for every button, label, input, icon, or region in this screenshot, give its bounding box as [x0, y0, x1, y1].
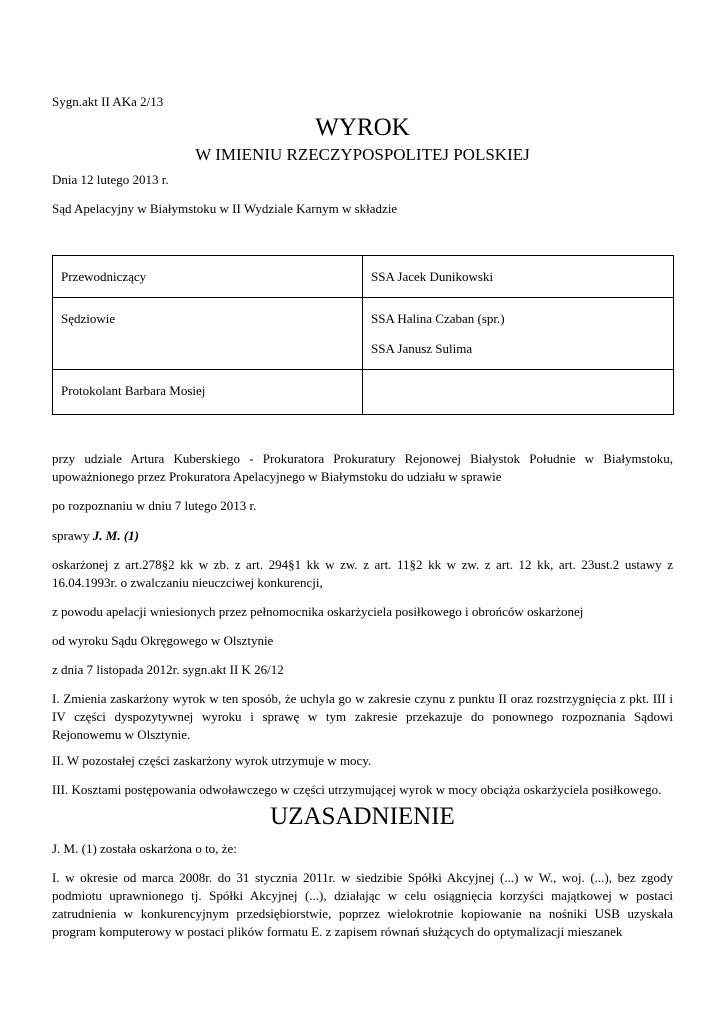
lower-court-paragraph: od wyroku Sądu Okręgowego w Olsztynie [52, 633, 274, 648]
lower-court-date-paragraph: z dnia 7 listopada 2012r. sygn.akt II K 26/12 [52, 662, 284, 677]
justification-count-1: I. w okresie od marca 2008r. do 31 stycznia 2011r. w siedzibie Spółki Akcyjnej (...) w W., woj. (...), bez zgody podmiotu uprawnionego tj. Spółki Akcyjnej (...), działając w celu osiągnięcia korzyści majątkowej w postaci zatrudnienia w konkurencyjnym przedsiębiorstwie, poprzez wielokrotnie kopiowanie na nośniki USB uzyskała program komputerowy w postaci plików formatu E. z zapisem równań służących do optymalizacji mieszanek [52, 870, 673, 939]
clerk-value [363, 370, 674, 415]
prosecutor-paragraph: przy udziale Artura Kuberskiego - Prokuratora Prokuratury Rejonowej Białystok Południe w Białymstoku, upoważnionego przez Prokuratora Apelacyjnego w Białymstoku do udziału w sprawie [52, 451, 673, 484]
case-signature: Sygn.akt II AKa 2/13 [52, 94, 164, 109]
document-subtitle: W IMIENIU RZECZYPOSPOLITEJ POLSKIEJ [195, 145, 530, 164]
judges-cell [363, 298, 674, 370]
ruling-point-1: I. Zmienia zaskarżony wyrok w ten sposób, że uchyla go w zakresie czynu z punktu II oraz rozstrzygnięcia z pkt. III i IV części dyspozytywnej wyroku i sprawę w tym zakresie przekazuje do ponownego rozpoznania Sądowi Rejonowemu w Olsztynie. [52, 691, 673, 742]
case-prefix: sprawy [52, 528, 93, 543]
ruling-point-3: III. Kosztami postępowania odwoławczego w części utrzymującej wyrok w mocy obciąża oskarżyciela posiłkowego. [52, 782, 662, 797]
judge-1: SSA Halina Czaban (spr.) [371, 311, 505, 326]
court-composition-table [52, 255, 674, 415]
charges-paragraph: oskarżonej z art.278§2 kk w zb. z art. 294§1 kk w zw. z art. 11§2 kk w zw. z art. 12 kk, art. 23ust.2 ustawy z 16.04.1993r. o zwalczaniu nieuczciwej konkurencji, [52, 557, 673, 590]
justification-heading: UZASADNIENIE [270, 803, 455, 830]
judges-label: Sędziowie [53, 298, 363, 370]
hearing-paragraph: po rozpoznaniu w dniu 7 lutego 2013 r. [52, 498, 257, 513]
table-row [53, 370, 674, 415]
table-row [53, 256, 674, 298]
appeal-paragraph: z powodu apelacji wniesionych przez pełnomocnika oskarżyciela posiłkowego i obrońców oskarżonej [52, 604, 584, 619]
judgment-date: Dnia 12 lutego 2013 r. [52, 172, 169, 187]
case-paragraph [52, 527, 673, 545]
ruling-point-2: II. W pozostałej części zaskarżony wyrok utrzymuje w mocy. [52, 753, 372, 768]
court-name: Sąd Apelacyjny w Białymstoku w II Wydziale Karnym w składzie [52, 201, 398, 216]
judge-2: SSA Janusz Sulima [371, 341, 473, 356]
defendant-name: J. M. (1) [92, 528, 140, 543]
justification-intro: J. M. (1) została oskarżona o to, że: [52, 841, 237, 856]
chair-name: SSA Jacek Dunikowski [363, 256, 674, 298]
clerk-label: Protokolant Barbara Mosiej [53, 370, 363, 415]
chair-label: Przewodniczący [53, 256, 363, 298]
document-title: WYROK [315, 114, 410, 141]
table-row [53, 298, 674, 370]
